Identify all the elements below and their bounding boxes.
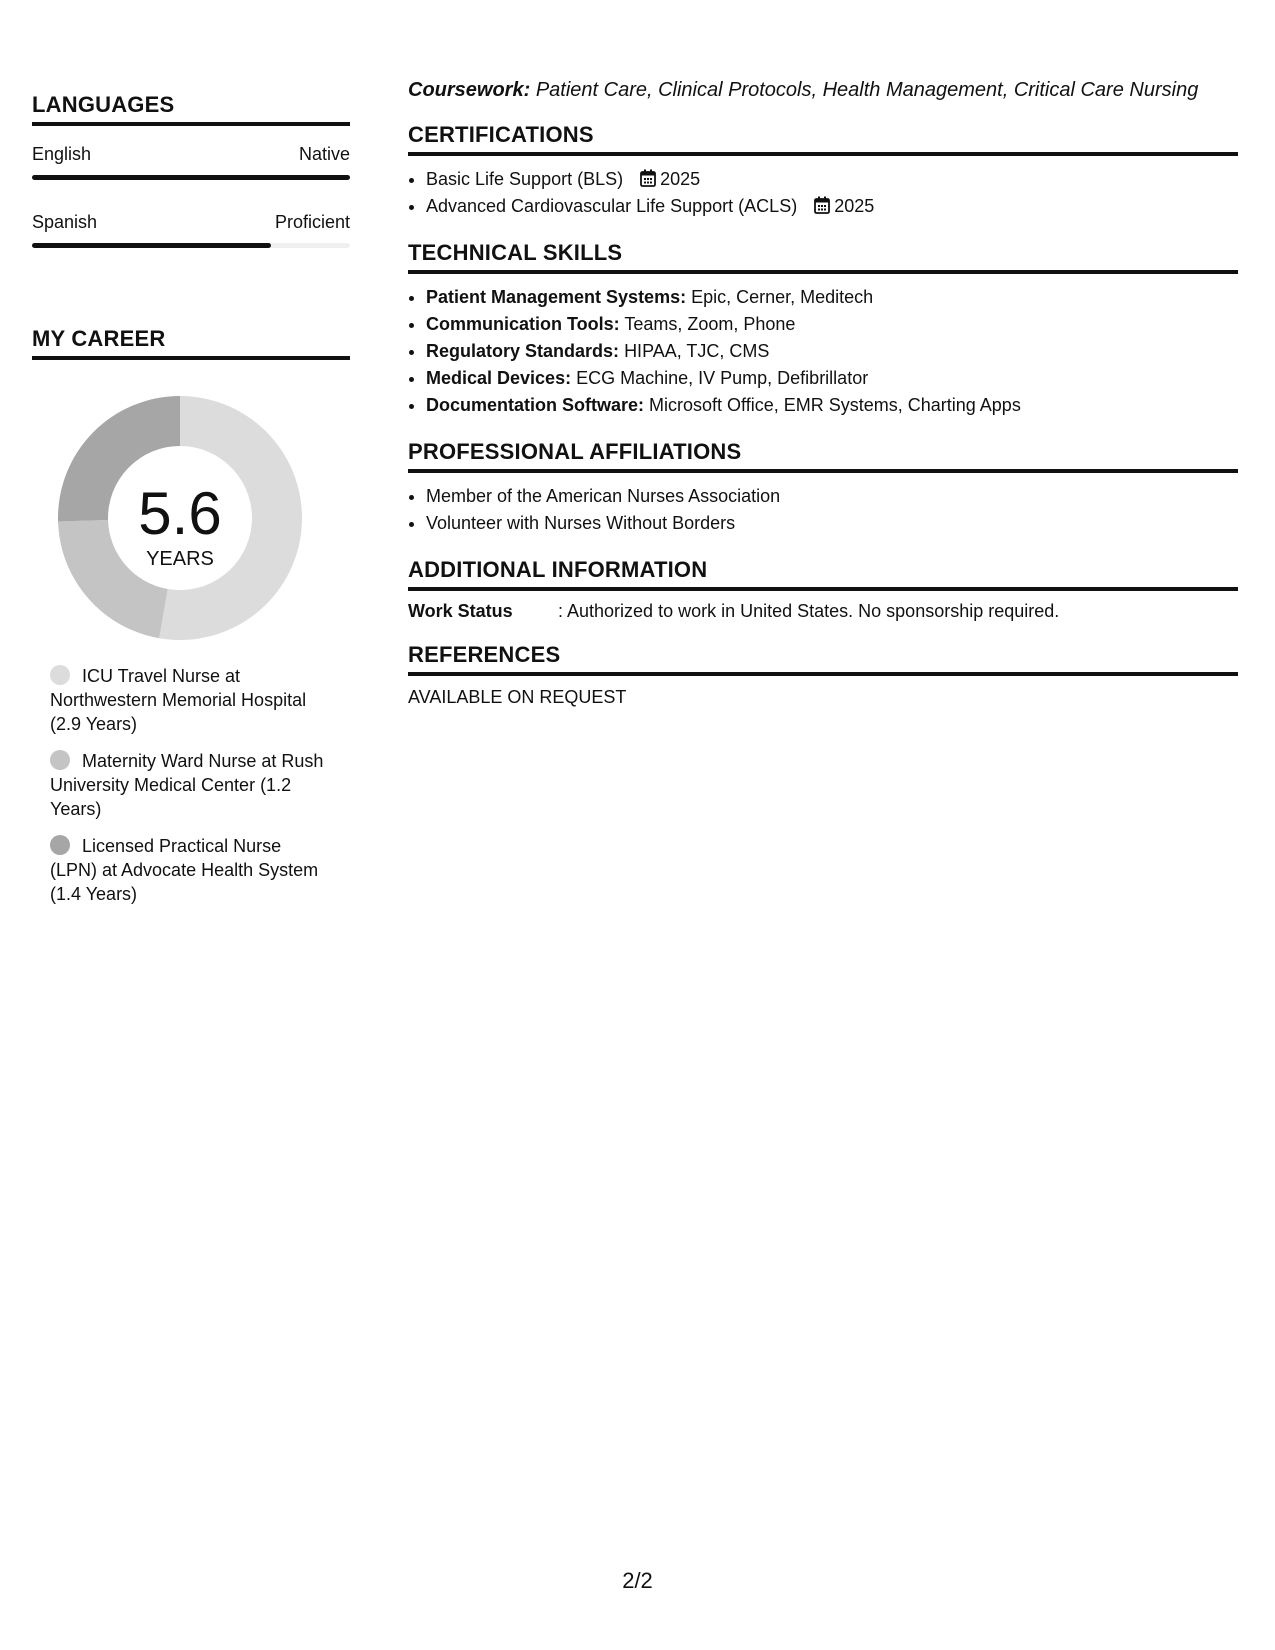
skill-item <box>426 338 1238 365</box>
skill-value: HIPAA, TJC, CMS <box>624 341 770 361</box>
certification-name: Basic Life Support (BLS) <box>426 169 624 189</box>
certification-item <box>426 166 1238 193</box>
affiliations-section <box>408 439 1238 537</box>
work-status-label: Work Status <box>408 601 513 621</box>
language-name: English <box>32 144 92 164</box>
page-number: 2/2 <box>622 1568 653 1593</box>
certifications-title: CERTIFICATIONS <box>408 122 1238 156</box>
language-proficiency-fill <box>32 175 350 180</box>
legend-text: ICU Travel Nurse at Northwestern Memorial Hospital (2.9 Years) <box>50 666 307 734</box>
career-total-value: 5.6 <box>138 480 222 547</box>
references-title: REFERENCES <box>408 642 1238 676</box>
affiliation-item: • Member of the American Nurses Association <box>426 483 1238 510</box>
coursework-line <box>408 79 1238 102</box>
skill-value: Microsoft Office, EMR Systems, Charting Apps <box>649 395 1021 415</box>
skill-value: Teams, Zoom, Phone <box>624 314 796 334</box>
technical-skills-title: TECHNICAL SKILLS <box>408 240 1238 274</box>
skill-value: ECG Machine, IV Pump, Defibrillator <box>576 368 869 388</box>
language-item <box>32 212 350 248</box>
certification-year: 2025 <box>660 169 701 189</box>
skill-item <box>426 365 1238 392</box>
language-proficiency-fill <box>32 243 271 248</box>
calendar-icon <box>640 169 656 187</box>
left-column <box>32 0 350 919</box>
languages-title: LANGUAGES <box>32 92 350 126</box>
language-item <box>32 144 350 180</box>
legend-text: Licensed Practical Nurse (LPN) at Advocate Health System (1.4 Years) <box>50 836 319 904</box>
affiliations-title: PROFESSIONAL AFFILIATIONS <box>408 439 1238 473</box>
legend-item <box>50 834 330 906</box>
skill-item <box>426 284 1238 311</box>
career-total-unit: YEARS <box>146 548 214 570</box>
additional-info-title: ADDITIONAL INFORMATION <box>408 557 1238 591</box>
skill-item <box>426 311 1238 338</box>
skill-label: Communication Tools: <box>426 314 620 334</box>
skill-value: Epic, Cerner, Meditech <box>691 287 874 307</box>
career-title: MY CAREER <box>32 326 350 360</box>
affiliation-item: • Volunteer with Nurses Without Borders <box>426 510 1238 537</box>
right-column <box>408 0 1238 708</box>
references-section <box>408 642 1238 708</box>
certification-item <box>426 193 1238 220</box>
skill-item <box>426 392 1238 419</box>
certification-name: Advanced Cardiovascular Life Support (ACLS) <box>426 196 798 216</box>
language-proficiency-bar <box>32 243 350 248</box>
skill-label: Patient Management Systems: <box>426 287 687 307</box>
additional-info-section <box>408 557 1238 622</box>
language-level: Proficient <box>274 212 350 232</box>
career-donut-chart <box>56 394 304 642</box>
language-level: Native <box>298 144 350 164</box>
skill-label: Regulatory Standards: <box>426 341 620 361</box>
legend-item <box>50 749 330 821</box>
coursework-text: Patient Care, Clinical Protocols, Health Management, Critical Care Nursing <box>535 79 1199 101</box>
legend-swatch <box>50 665 70 685</box>
technical-skills-section <box>408 240 1238 419</box>
references-text: AVAILABLE ON REQUEST <box>408 687 627 707</box>
skill-label: Medical Devices: <box>426 368 572 388</box>
calendar-icon <box>814 196 830 214</box>
language-name: Spanish <box>32 212 98 232</box>
legend-text: Maternity Ward Nurse at Rush University Medical Center (1.2 Years) <box>50 751 324 819</box>
language-proficiency-bar <box>32 175 350 180</box>
certification-year: 2025 <box>834 196 875 216</box>
career-legend <box>50 664 330 906</box>
work-status-value: : Authorized to work in United States. No sponsorship required. <box>558 601 1060 621</box>
skill-label: Documentation Software: <box>426 395 645 415</box>
legend-swatch <box>50 835 70 855</box>
legend-item <box>50 664 330 736</box>
coursework-label: Coursework: <box>408 79 531 101</box>
legend-swatch <box>50 750 70 770</box>
certifications-section <box>408 122 1238 220</box>
